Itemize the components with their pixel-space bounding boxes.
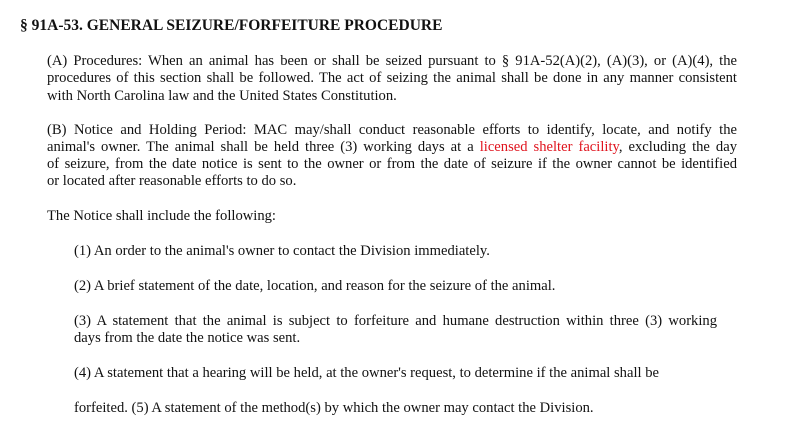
section-title: § 91A-53. GENERAL SEIZURE/FORFEITURE PROCEDURE bbox=[20, 17, 443, 34]
para-a-line: procedures of this section shall be followed. The act of seizing the animal shall be done in any manner consistent bbox=[47, 70, 737, 86]
list-item: (4) A statement that a hearing will be held, at the owner's request, to determine if the animal shall be bbox=[74, 365, 659, 381]
list-item: (1) An order to the animal's owner to contact the Division immediately. bbox=[74, 243, 490, 259]
para-a-line: (A) Procedures: When an animal has been or shall be seized pursuant to § 91A-52(A)(2), (A)(3), or (A)(4), the bbox=[47, 53, 737, 69]
list-item: (3) A statement that the animal is subject to forfeiture and humane destruction within three (3) working bbox=[74, 313, 717, 329]
list-item: (2) A brief statement of the date, location, and reason for the seizure of the animal. bbox=[74, 278, 556, 294]
list-item: days from the date the notice was sent. bbox=[74, 330, 301, 346]
notice-intro: The Notice shall include the following: bbox=[47, 208, 276, 224]
para-a-line: with North Carolina law and the United States Constitution. bbox=[47, 88, 397, 104]
para-b-line: or located after reasonable efforts to do so. bbox=[47, 173, 297, 189]
para-b-line: of seizure, from the date notice is sent to the owner or from the date of seizure if the owner cannot be identified bbox=[47, 156, 737, 172]
list-item: forfeited. (5) A statement of the method(s) by which the owner may contact the Division. bbox=[74, 400, 594, 416]
para-b-line: (B) Notice and Holding Period: MAC may/shall conduct reasonable efforts to identify, locate, and notify the bbox=[47, 122, 737, 138]
para-b-line bbox=[47, 139, 737, 156]
para-b-text: animal's owner. The animal shall be held three (3) working days at a bbox=[47, 139, 480, 155]
licensed-shelter-facility-link[interactable]: licensed shelter facility bbox=[479, 139, 619, 155]
para-b-text: , excluding the day bbox=[618, 139, 737, 155]
